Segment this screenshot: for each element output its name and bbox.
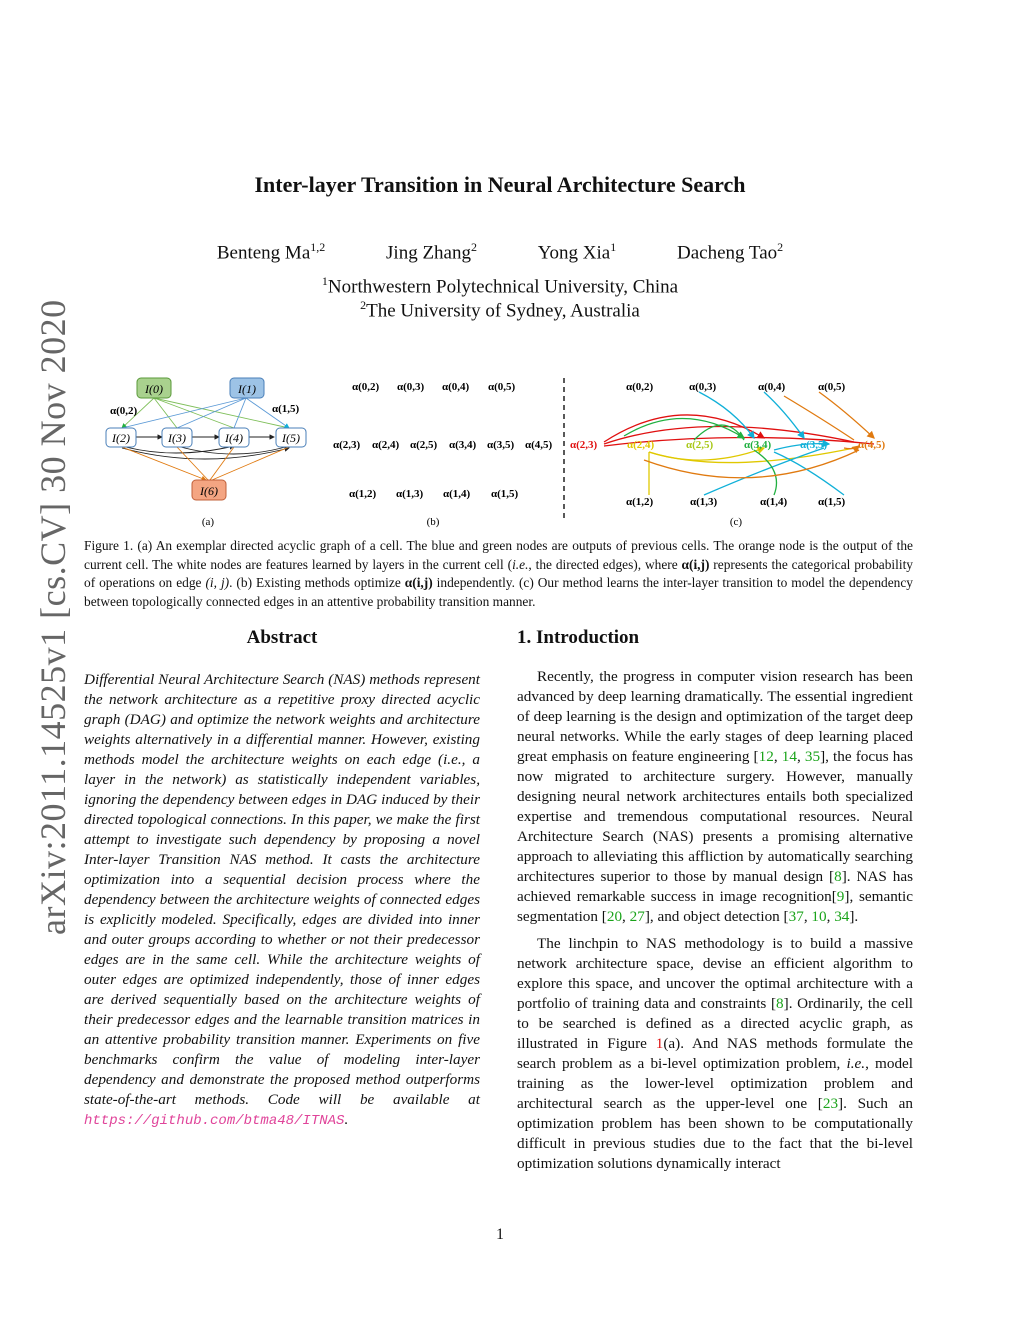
author-affil-mark: 2 xyxy=(470,240,477,254)
citation-link[interactable]: 8 xyxy=(776,995,784,1012)
citation-link[interactable]: 10 xyxy=(811,908,827,925)
author-list xyxy=(0,240,1000,264)
alpha-label: α(1,4) xyxy=(760,496,788,508)
alpha-label: α(0,5) xyxy=(488,381,516,393)
alpha-label: α(4,5) xyxy=(858,439,886,451)
citation-link[interactable]: 20 xyxy=(606,908,623,925)
affil-mark: 2 xyxy=(360,298,367,312)
alpha-label: α(3,5) xyxy=(487,439,515,451)
intro-text: ], the focus has now migrated to architecture surgery. However, manually designing neural network architectures entails both specialized expertise and tremendous computational resources. Neural Architecture Search (NAS) presents a promising alternative approach to alleviating this affliction by automatically searching architectures superior to those by manual design [ xyxy=(517,748,914,885)
node-i1-label: I(1) xyxy=(238,382,256,396)
panel-b-label: (b) xyxy=(426,516,440,528)
code-link[interactable]: https://github.com/btma48/ITNAS xyxy=(84,1113,345,1129)
citation-link[interactable]: 37 xyxy=(788,908,804,925)
intro-text: , xyxy=(826,908,835,925)
node-i0-label: I(0) xyxy=(145,382,163,396)
author-name: Dacheng Tao xyxy=(677,242,778,264)
node-i6-label: I(6) xyxy=(200,484,218,498)
intro-text: i.e. xyxy=(846,1055,866,1072)
alpha-label: α(2,5) xyxy=(686,439,714,451)
intro-heading: 1. Introduction xyxy=(517,627,640,648)
citation-link[interactable]: 9 xyxy=(836,888,845,905)
paper-title: Inter-layer Transition in Neural Architecture Search xyxy=(254,172,746,197)
edge-label-alpha-15: α(1,5) xyxy=(272,403,300,415)
intro-text: ]. Ordinarily, the cell to be searched is defined as a directed acyclic graph, as illustrated in Figure xyxy=(517,995,914,1052)
panel-b xyxy=(333,381,553,528)
figure-caption xyxy=(84,537,913,611)
intro-paragraph-1 xyxy=(517,667,913,927)
alpha-label: α(2,4) xyxy=(372,439,400,451)
node-i4-label: I(4) xyxy=(225,431,243,445)
alpha-label: α(1,5) xyxy=(491,488,519,500)
intro-text: ], and object detection [ xyxy=(644,908,789,925)
alpha-label: α(3,5) xyxy=(800,439,828,451)
affiliation-1 xyxy=(0,274,1000,298)
intro-text: ]. NAS has achieved remarkable success in image recognition[ xyxy=(517,868,913,905)
author-4 xyxy=(677,240,783,264)
node-i2-label: I(2) xyxy=(112,431,130,445)
alpha-label: α(1,2) xyxy=(626,496,654,508)
intro-text: , xyxy=(622,908,630,925)
author-2 xyxy=(386,240,477,264)
abstract-text: . xyxy=(344,1111,349,1128)
alpha-label: α(2,4) xyxy=(627,439,655,451)
alpha-label: α(1,3) xyxy=(690,496,718,508)
intro-text: Recently, the progress in computer vision research has been advanced by deep learning dramatically. The essential ingredient of deep learning is the design and optimization of the target deep neural networks. While the early stages of deep learning placed great emphasis on feature engineering [ xyxy=(517,668,913,765)
intro-paragraph-2 xyxy=(517,934,913,1174)
citation-link[interactable]: 35 xyxy=(804,748,821,765)
author-name: Benteng Ma xyxy=(216,242,311,264)
alpha-label: α(2,5) xyxy=(410,439,438,451)
intro-text: , model training as the lower-level optimization problem and architectural search as the upper-level one [ xyxy=(517,1055,914,1112)
intro-text: ], semantic segmentation [ xyxy=(517,888,913,925)
alpha-label: α(4,5) xyxy=(525,439,553,451)
caption-text: represents the categorical probability of operations on edge xyxy=(84,556,913,590)
arxiv-identifier: arXiv:2011.14525v1 [cs.CV] 30 Nov 2020 xyxy=(33,299,73,935)
intro-text: ]. xyxy=(849,908,859,925)
figure-ref-link[interactable]: 1 xyxy=(655,1035,664,1052)
caption-text: independently. (c) Our method learns the inter-layer transition to model the dependency between topologically connected edges in an attentive probability transition manner. xyxy=(84,575,913,609)
abstract-body xyxy=(84,670,480,1131)
alpha-label: α(2,3) xyxy=(570,439,598,451)
author-affil-mark: 1,2 xyxy=(310,240,326,254)
alpha-label: α(1,4) xyxy=(443,488,471,500)
caption-text: Figure 1. (a) An exemplar directed acyclic graph of a cell. The blue and green nodes are outputs of previous cells. The orange node is the output of the current cell. The white nodes are features learned by layers in the current cell ( xyxy=(84,538,913,572)
citation-link[interactable]: 27 xyxy=(629,908,645,925)
caption-text: . (b) Existing methods optimize xyxy=(229,575,405,590)
page-number: 1 xyxy=(496,1226,504,1243)
affil-name: The University of Sydney, Australia xyxy=(366,300,640,322)
intro-body xyxy=(517,667,913,1174)
author-1 xyxy=(217,240,325,264)
abstract-heading: Abstract xyxy=(246,627,318,648)
alpha-label: α(1,3) xyxy=(396,488,424,500)
author-affil-mark: 2 xyxy=(777,240,784,254)
alpha-label: α(0,3) xyxy=(689,381,717,393)
node-i3-label: I(3) xyxy=(168,431,186,445)
alpha-label: α(0,2) xyxy=(626,381,654,393)
caption-math: α(i,j) xyxy=(404,575,433,590)
citation-link[interactable]: 14 xyxy=(781,748,797,765)
affiliation-2 xyxy=(0,298,1000,322)
alpha-label: α(0,3) xyxy=(397,381,425,393)
citation-link[interactable]: 12 xyxy=(758,748,774,765)
intro-text: The linchpin to NAS methodology is to build a massive network architecture space, devise an efficient algorithm to explore this space, and uncover the optimal architecture with a portfolio of training data and constraints [ xyxy=(517,935,913,1012)
panel-a-graph xyxy=(106,378,306,528)
intro-text: ]. Such an optimization problem has been shown to be computationally difficult in previous studies due to the fact that the bi-level optimization solutions dynamically interact xyxy=(517,1095,913,1172)
author-name: Yong Xia xyxy=(537,242,611,264)
alpha-label: α(0,4) xyxy=(758,381,786,393)
author-3 xyxy=(538,240,617,264)
caption-math: (i, j) xyxy=(205,575,230,590)
panel-a-label: (a) xyxy=(201,516,215,528)
caption-math: α(i,j) xyxy=(681,556,710,572)
node-i5-label: I(5) xyxy=(282,431,300,445)
alpha-label: α(0,4) xyxy=(442,381,470,393)
caption-text: , the directed edges), where xyxy=(528,556,682,572)
citation-link[interactable]: 8 xyxy=(834,868,842,885)
caption-text: i.e. xyxy=(512,556,529,572)
intro-text: , xyxy=(803,908,812,925)
alpha-label: α(2,3) xyxy=(333,439,361,451)
intro-text: , xyxy=(796,748,805,765)
alpha-label: α(0,2) xyxy=(352,381,380,393)
author-name: Jing Zhang xyxy=(386,242,471,264)
panel-c xyxy=(570,381,886,528)
alpha-label: α(0,5) xyxy=(818,381,846,393)
affil-mark: 1 xyxy=(321,274,328,288)
alpha-label: α(3,4) xyxy=(449,439,477,451)
alpha-label: α(1,2) xyxy=(349,488,377,500)
panel-c-label: (c) xyxy=(729,516,743,528)
edge-label-alpha-02: α(0,2) xyxy=(110,405,138,417)
author-affil-mark: 1 xyxy=(610,240,617,254)
citation-link[interactable]: 23 xyxy=(822,1095,839,1112)
figure-1 xyxy=(84,370,914,530)
alpha-label: α(3,4) xyxy=(744,439,772,451)
abstract-text: Differential Neural Architecture Search (NAS) methods represent the network architecture as a repetitive proxy directed acyclic graph (DAG) and optimize the network weights and architecture weights alternatively in a differential manner. However, existing methods model the architecture weights on each edge (i.e., a layer in the network) as statistically independent variables, ignoring the dependency between edges in DAG induced by their directed topological connections. In this paper, we make the first attempt to investigate such dependency by proposing a novel Inter-layer Transition NAS method. It casts the architecture optimization into a sequential decision process where the dependency between the architecture weights of connected edges is explicitly modeled. Specifically, edges are divided into inner and outer groups according to whether or not their predecessor edges are in the same cell. While the architecture weights of outer edges are optimized independently, those of inner edges are derived sequentially based on the architecture weights of their predecessor edges and the learnable transition matrices in an attentive probability transition manner. Experiments on five benchmarks confirm the value of modeling inter-layer dependency and demonstrate the proposed method outperforms state-of-the-art methods. Code will be available at xyxy=(84,671,480,1108)
alpha-label: α(1,5) xyxy=(818,496,846,508)
intro-text: , xyxy=(773,748,782,765)
citation-link[interactable]: 34 xyxy=(834,908,850,925)
intro-text: (a). And NAS methods formulate the search problem as a bi-level optimization problem, xyxy=(517,1035,913,1072)
affil-name: Northwestern Polytechnical University, China xyxy=(327,276,679,298)
